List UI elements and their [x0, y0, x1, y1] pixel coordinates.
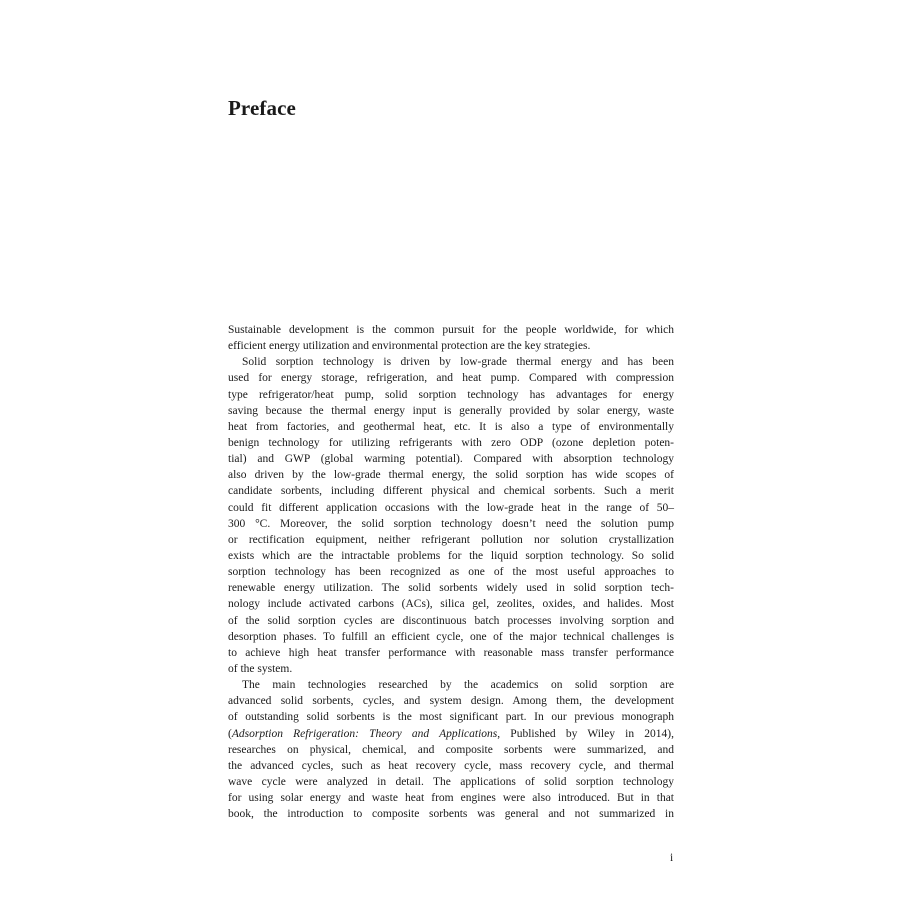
- paragraph-3: [228, 677, 674, 822]
- page-title: Preface: [228, 96, 296, 120]
- text-line-with-italic-title: [228, 726, 674, 742]
- text-line: wave cycle were analyzed in detail. The applications of solid sorption technology: [228, 775, 674, 788]
- text-line: saving because the thermal energy input is generally provided by solar energy, waste: [228, 404, 674, 417]
- text-line: exists which are the intractable problems for the liquid sorption technology. So solid: [228, 549, 674, 562]
- text-line: Sustainable development is the common pursuit for the people worldwide, for which: [228, 324, 674, 336]
- body-text: [228, 322, 674, 822]
- text-line: of outstanding solid sorbents is the most significant part. In our previous monograph: [228, 711, 674, 724]
- text-line: candidate sorbents, including different physical and chemical sorbents. Such a merit: [228, 485, 674, 498]
- text-line: researches on physical, chemical, and composite sorbents were summarized, and: [228, 743, 674, 756]
- text-line: could fit different application occasions with the low-grade heat in the range of 50–: [228, 501, 674, 514]
- text-line: Solid sorption technology is driven by low-grade thermal energy and has been: [242, 356, 674, 369]
- text-line: type refrigerator/heat pump, solid sorption technology has advantages for energy: [228, 388, 674, 401]
- text-line: or rectification equipment, neither refrigerant pollution nor solution crystallization: [228, 533, 674, 546]
- text-line: 300 °C. Moreover, the solid sorption technology doesn’t need the solution pump: [228, 517, 674, 530]
- paragraph-2: [228, 354, 674, 677]
- text-line: used for energy storage, refrigeration, and heat pump. Compared with compression: [228, 372, 674, 385]
- text-line: efficient energy utilization and environmental protection are the key strategies.: [228, 340, 591, 353]
- text-line: for using solar energy and waste heat from engines were also introduced. But in that: [228, 792, 674, 805]
- text-line: The main technologies researched by the academics on solid sorption are: [242, 679, 674, 692]
- text-line: of the solid sorption cycles are discontinuous batch processes involving sorption and: [228, 614, 674, 627]
- text-line: book, the introduction to composite sorbents was general and not summarized in: [228, 808, 674, 821]
- text-line: advanced solid sorbents, cycles, and system design. Among them, the development: [228, 695, 674, 708]
- text-line: nology include activated carbons (ACs), silica gel, zeolites, oxides, and halides. Most: [228, 598, 674, 611]
- text-line: sorption technology has been recognized as one of the most useful approaches to: [228, 566, 674, 579]
- text-segment: , Published by Wiley in 2014),: [497, 727, 674, 740]
- text-line: to achieve high heat transfer performance with reasonable mass transfer performance: [228, 646, 674, 659]
- paragraph-1: [228, 322, 674, 354]
- text-segment: (: [228, 727, 232, 740]
- text-line: of the system.: [228, 662, 293, 675]
- text-line: heat from factories, and geothermal heat, etc. It is also a type of environmentally: [228, 420, 674, 433]
- text-line: also driven by the low-grade thermal energy, the solid sorption has wide scopes of: [228, 469, 674, 482]
- text-line: benign technology for utilizing refrigerants with zero ODP (ozone depletion poten-: [228, 436, 674, 449]
- text-line: renewable energy utilization. The solid sorbents widely used in solid sorption tech-: [228, 582, 674, 595]
- page-number: i: [670, 852, 674, 864]
- book-title: Adsorption Refrigeration: Theory and Applications: [231, 727, 498, 740]
- text-line: desorption phases. To fulfill an efficient cycle, one of the major technical challenges is: [228, 630, 674, 643]
- text-line: the advanced cycles, such as heat recovery cycle, mass recovery cycle, and thermal: [228, 759, 674, 772]
- text-line: tial) and GWP (global warming potential). Compared with absorption technology: [228, 453, 674, 466]
